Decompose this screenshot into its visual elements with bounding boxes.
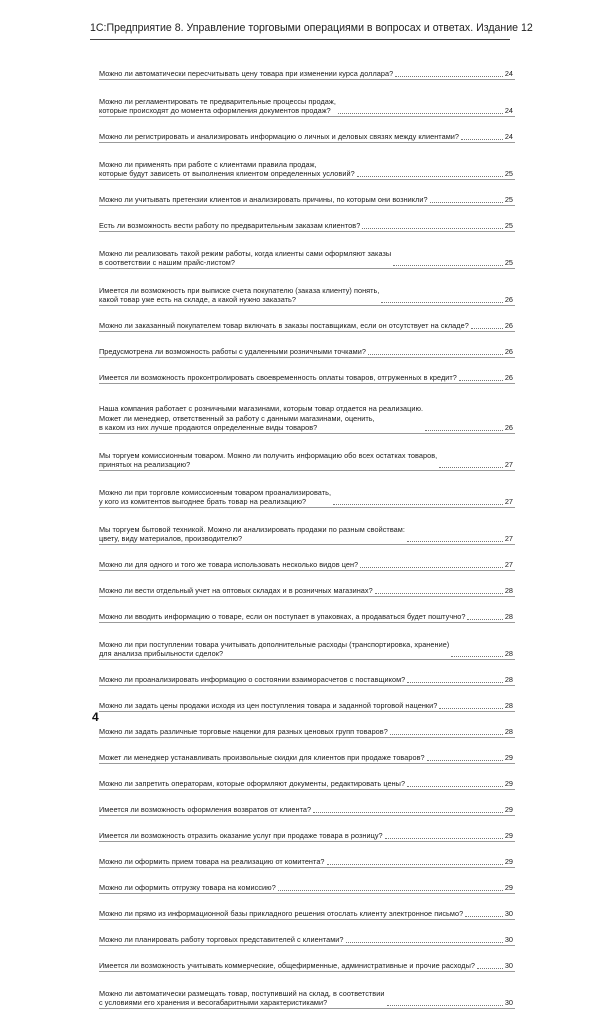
toc-page-number: 26: [504, 321, 513, 331]
toc-page-number: 24: [504, 132, 513, 142]
dot-leader: [407, 786, 503, 787]
toc-entry[interactable]: [99, 926, 515, 946]
dot-leader: [467, 619, 502, 620]
toc-entry[interactable]: [99, 952, 515, 972]
dot-leader: [346, 942, 503, 943]
toc-page-number: 30: [504, 909, 513, 919]
dot-leader: [385, 838, 503, 839]
toc-page-number: 25: [504, 195, 513, 205]
dot-leader: [425, 430, 503, 431]
toc-entry[interactable]: [99, 629, 515, 660]
toc-entry-text: Может ли менеджер устанавливать произвольные скидки для клиентов при продаже товаров?: [99, 753, 425, 763]
toc-page-number: 30: [504, 961, 513, 971]
toc-page-number: 28: [504, 727, 513, 737]
toc-entry[interactable]: [99, 123, 515, 143]
dot-leader: [368, 354, 503, 355]
toc-page-number: 29: [504, 805, 513, 815]
toc-page-number: 25: [504, 221, 513, 231]
toc-entry-text: Можно ли вести отдельный учет на оптовых складах и в розничных магазинах?: [99, 586, 373, 596]
toc-entry-text: Можно ли применять при работе с клиентами правила продаж, которые будут зависеть от выполнения клиентом определенных условий?: [99, 159, 355, 179]
toc-entry-text: Имеется ли возможность при выписке счета покупателю (заказа клиенту) понять, какой товар уже есть на складе, а какой нужно заказать?: [99, 285, 380, 305]
dot-leader: [465, 916, 503, 917]
dot-leader: [278, 890, 503, 891]
toc-page-number: 24: [504, 106, 513, 116]
toc-page-number: 29: [504, 857, 513, 867]
toc-page-number: 28: [504, 701, 513, 711]
toc-entry-text: Наша компания работает с розничными магазинами, которым товар отдается на реализацию. Может ли менеджер, ответственный за работу с данными магазинами, оценить, в каком из них лучше продаются определенные виды товаров?: [99, 404, 424, 433]
toc-entry-text: Имеется ли возможность отразить оказание услуг при продаже товара в розницу?: [99, 831, 383, 841]
toc-entry-text: Можно ли для одного и того же товара использовать несколько видов цен?: [99, 560, 359, 570]
dot-leader: [338, 113, 503, 114]
toc-entry[interactable]: [99, 978, 515, 1009]
toc-entry-text: Можно ли при торговле комиссионным товаром проанализировать, у кого из комитентов выгоднее брать товар на реализацию?: [99, 487, 332, 507]
toc-page-number: 29: [504, 831, 513, 841]
toc-entry[interactable]: [99, 86, 515, 117]
toc-entry[interactable]: [99, 390, 515, 434]
toc-entry[interactable]: [99, 275, 515, 306]
dot-leader: [327, 864, 503, 865]
toc-page-number: 26: [504, 347, 513, 357]
dot-leader: [357, 176, 503, 177]
toc-entry[interactable]: [99, 477, 515, 508]
dot-leader: [333, 504, 503, 505]
toc-page-number: 27: [504, 534, 513, 544]
dot-leader: [477, 968, 503, 969]
toc-page-number: 26: [504, 423, 513, 433]
toc-entry-text: Можно ли оформить прием товара на реализацию от комитента?: [99, 857, 325, 867]
dot-leader: [407, 682, 503, 683]
toc-entry-text: Мы торгуем бытовой техникой. Можно ли анализировать продажи по разным свойствам: цвету, виду материалов, производителю?: [99, 524, 405, 544]
toc-entry[interactable]: [99, 692, 515, 712]
dot-leader: [430, 202, 503, 203]
dot-leader: [390, 734, 503, 735]
toc-page-number: 28: [504, 649, 513, 659]
toc-entry[interactable]: [99, 577, 515, 597]
toc-page-number: 28: [504, 612, 513, 622]
toc-entry[interactable]: [99, 60, 515, 80]
toc-page-number: 29: [504, 883, 513, 893]
toc-entry-text: Можно ли вводить информацию о товаре, если он поступает в упаковках, а продаваться будет поштучно?: [99, 612, 466, 622]
dot-leader: [362, 228, 503, 229]
toc-entry[interactable]: [99, 149, 515, 180]
toc-page-number: 25: [504, 258, 513, 268]
toc-entry-text: Можно ли проанализировать информацию о состоянии взаиморасчетов с поставщиком?: [99, 675, 406, 685]
toc-entry[interactable]: [99, 338, 515, 358]
dot-leader: [459, 380, 503, 381]
toc-entry[interactable]: [99, 186, 515, 206]
toc-entry[interactable]: [99, 666, 515, 686]
toc-entry-text: Имеется ли возможность учитывать коммерческие, общефирменные, административные и прочие расходы?: [99, 961, 475, 971]
dot-leader: [451, 656, 503, 657]
toc-entry[interactable]: [99, 770, 515, 790]
toc-entry-text: Можно ли прямо из информационной базы прикладного решения отослать клиенту электронное письмо?: [99, 909, 464, 919]
toc-page-number: 26: [504, 295, 513, 305]
toc-entry[interactable]: [99, 848, 515, 868]
toc-page-number: 24: [504, 69, 513, 79]
toc-entry-text: Можно ли планировать работу торговых представителей с клиентами?: [99, 935, 344, 945]
toc-entry[interactable]: [99, 796, 515, 816]
toc-entry[interactable]: [99, 874, 515, 894]
dot-leader: [395, 76, 503, 77]
toc-entry-text: Можно ли автоматически размещать товар, поступивший на склад, в соответствии с условиями его хранения и весогабаритными характеристиками?: [99, 988, 385, 1008]
dot-leader: [375, 593, 503, 594]
toc-entry-text: Можно ли реализовать такой режим работы, когда клиенты сами оформляют заказы в соответствии с нашим прайс-листом?: [99, 248, 392, 268]
toc-page-number: 27: [504, 497, 513, 507]
running-header: 1С:Предприятие 8. Управление торговыми операциями в вопросах и ответах. Издание 12: [90, 22, 533, 34]
toc-entry-text: Имеется ли возможность проконтролировать своевременность оплаты товаров, отгруженных в кредит?: [99, 373, 457, 383]
toc-entry-text: Можно ли задать цены продажи исходя из цен поступления товара и заданной торговой наценки?: [99, 701, 438, 711]
dot-leader: [360, 567, 503, 568]
toc-entry[interactable]: [99, 212, 515, 232]
toc-entry[interactable]: [99, 551, 515, 571]
dot-leader: [393, 265, 503, 266]
toc-entry[interactable]: [99, 440, 515, 471]
toc-entry-text: Можно ли учитывать претензии клиентов и анализировать причины, по которым они возникли?: [99, 195, 428, 205]
dot-leader: [313, 812, 503, 813]
toc-entry[interactable]: [99, 744, 515, 764]
toc-page-number: 30: [504, 935, 513, 945]
toc-entry-text: Имеется ли возможность оформления возвратов от клиента?: [99, 805, 312, 815]
page-number: 4: [92, 710, 99, 724]
toc-page-number: 26: [504, 373, 513, 383]
dot-leader: [439, 467, 503, 468]
toc-entry-text: Можно ли оформить отгрузку товара на комиссию?: [99, 883, 276, 893]
toc-entry[interactable]: [99, 514, 515, 545]
header-rule: [90, 39, 510, 40]
dot-leader: [381, 302, 502, 303]
toc-entry-text: Мы торгуем комиссионным товаром. Можно ли получить информацию обо всех остатках товаров, принятых на реализацию?: [99, 450, 438, 470]
toc-entry-text: Есть ли возможность вести работу по предварительным заказам клиентов?: [99, 221, 361, 231]
dot-leader: [407, 541, 503, 542]
toc-page-number: 27: [504, 460, 513, 470]
dot-leader: [387, 1005, 503, 1006]
toc-entry-text: Можно ли запретить операторам, которые оформляют документы, редактировать цены?: [99, 779, 406, 789]
toc-entry[interactable]: [99, 238, 515, 269]
toc-entry-text: Можно ли при поступлении товара учитывать дополнительные расходы (транспортировка, хранение) для анализа прибыльности сделок?: [99, 639, 450, 659]
toc-page-number: 28: [504, 586, 513, 596]
toc-entry-text: Можно ли регистрировать и анализировать информацию о личных и деловых связях между клиентами?: [99, 132, 460, 142]
toc-entry[interactable]: [99, 900, 515, 920]
toc-page-number: 29: [504, 779, 513, 789]
toc-page-number: 30: [504, 998, 513, 1008]
toc-entry[interactable]: [99, 312, 515, 332]
toc-entry-text: Можно ли регламентировать те предварительные процессы продаж, которые происходят до момента оформления документов продаж?: [99, 96, 336, 116]
toc-page-number: 28: [504, 675, 513, 685]
toc-entry[interactable]: [99, 603, 515, 623]
toc-page-number: 25: [504, 169, 513, 179]
toc-page-number: 27: [504, 560, 513, 570]
toc-entry-text: Предусмотрена ли возможность работы с удаленными розничными точками?: [99, 347, 366, 357]
toc-entry[interactable]: [99, 718, 515, 738]
dot-leader: [427, 760, 503, 761]
toc-entry[interactable]: [99, 822, 515, 842]
table-of-contents: [99, 60, 515, 1009]
toc-entry-text: Можно ли автоматически пересчитывать цену товара при изменении курса доллара?: [99, 69, 394, 79]
dot-leader: [471, 328, 503, 329]
dot-leader: [439, 708, 502, 709]
toc-page-number: 29: [504, 753, 513, 763]
toc-entry-text: Можно ли задать различные торговые наценки для разных ценовых групп товаров?: [99, 727, 388, 737]
toc-entry-text: Можно ли заказанный покупателем товар включать в заказы поставщикам, если он отсутствует на складе?: [99, 321, 469, 331]
dot-leader: [461, 139, 503, 140]
toc-entry[interactable]: [99, 364, 515, 384]
